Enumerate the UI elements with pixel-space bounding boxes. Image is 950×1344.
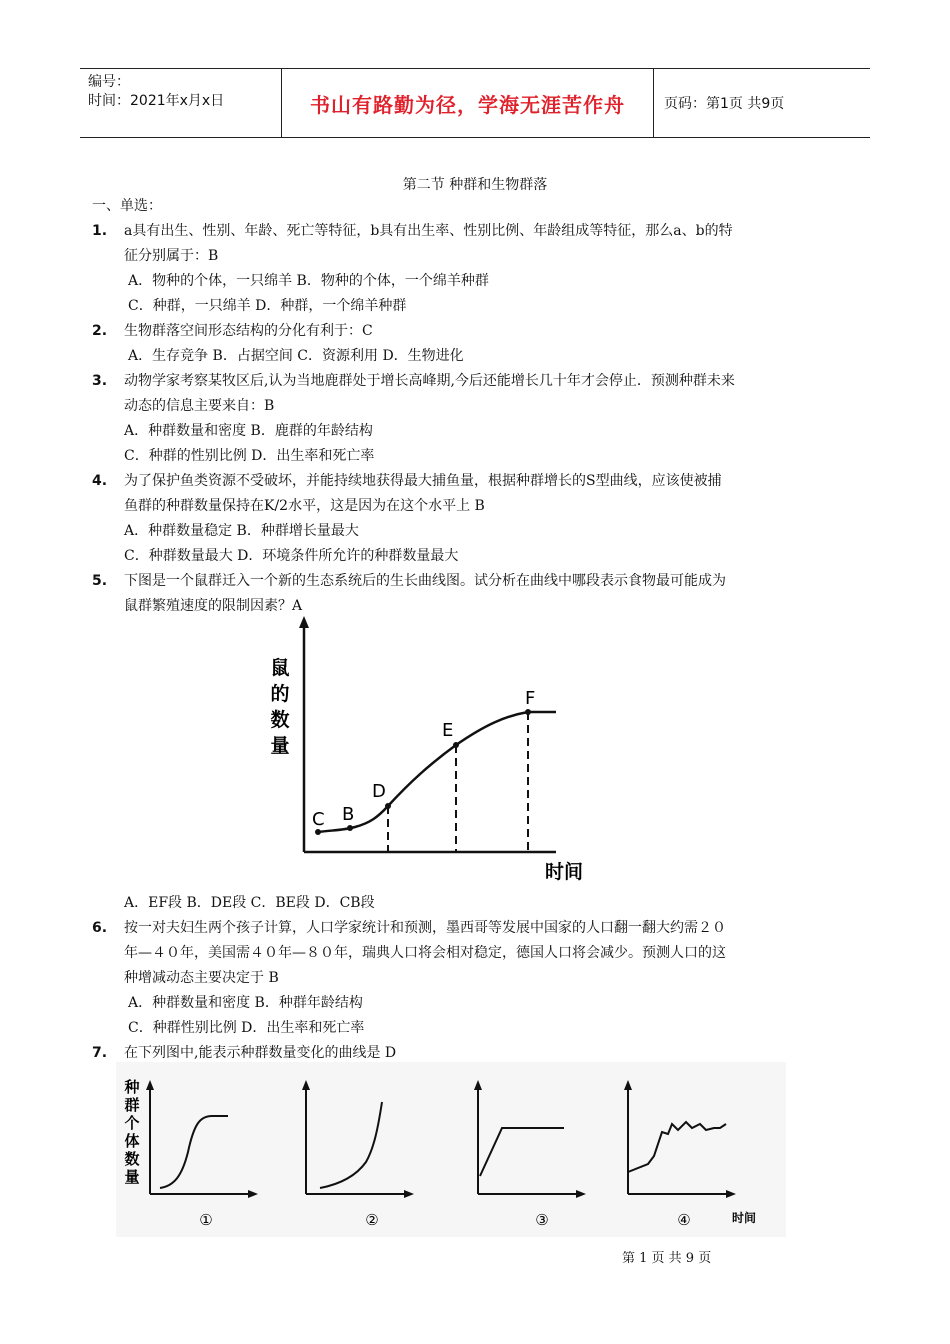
fig2-y-label-1: 种: [124, 1078, 140, 1096]
question-1-line-2: 征分别属于：B: [124, 248, 219, 264]
point-d: [385, 803, 391, 809]
y-label-3: 数: [270, 709, 290, 731]
question-1-line-1: a具有出生、性别、年龄、死亡等特征，b具有出生率、性别比例、年龄组成等特征，那么a、b的特: [124, 223, 733, 239]
question-6-options-1: A．种群数量和密度 B．种群年龄结构: [128, 995, 363, 1011]
question-1-options-1: A．物种的个体，一只绵羊 B．物种的个体，一个绵羊种群: [128, 273, 489, 289]
question-7-line-1: 在下列图中,能表示种群数量变化的曲线是 D: [124, 1045, 397, 1061]
question-5-line-2: 鼠群繁殖速度的限制因素？A: [124, 598, 303, 614]
figure-mouse-growth: [260, 612, 600, 890]
page-title: 第二节 种群和生物群落: [402, 177, 548, 193]
question-3-options-1: A．种群数量和密度 B．鹿群的年龄结构: [124, 423, 373, 439]
question-6-line-2: 年—４０年，美国需４０年—８０年，瑞典人口将会相对稳定，德国人口将会减少。预测人口的这: [124, 945, 726, 961]
figure-population-curves: [116, 1062, 786, 1237]
question-2-line-1: 生物群落空间形态结构的分化有利于：C: [124, 323, 373, 339]
point-e: [453, 742, 459, 748]
fig2-y-label-4: 体: [124, 1132, 140, 1150]
y-label-1: 鼠: [270, 657, 290, 679]
point-f: [525, 709, 531, 715]
page-footer: 第 1 页 共 9 页: [622, 1251, 712, 1266]
question-6-options-2: C．种群性别比例 D．出生率和死亡率: [128, 1020, 365, 1036]
page-info: 页码：第1页 共9页: [664, 96, 785, 112]
question-6-line-1: 按一对夫妇生两个孩子计算，人口学家统计和预测，墨西哥等发展中国家的人口翻一翻大约需２０: [124, 920, 726, 936]
question-3-line-1: 动物学家考察某牧区后,认为当地鹿群处于增长高峰期,今后还能增长几十年才会停止．预测种群未来: [124, 373, 735, 389]
question-1-options-2: C．种群，一只绵羊 D．种群，一个绵羊种群: [128, 298, 407, 314]
panel-1-label: ①: [199, 1211, 213, 1229]
question-1-number: 1.: [92, 223, 108, 239]
question-2-number: 2.: [92, 323, 108, 339]
id-label: 编号：: [88, 74, 130, 90]
question-3-number: 3.: [92, 373, 108, 389]
question-4-options-1: A．种群数量稳定 B．种群增长量最大: [124, 523, 359, 539]
question-4-options-2: C．种群数量最大 D．环境条件所允许的种群数量最大: [124, 548, 459, 564]
fig2-y-label-3: 个: [124, 1114, 140, 1132]
point-b: [347, 825, 353, 831]
y-axis-arrow: [299, 616, 309, 628]
question-4-number: 4.: [92, 473, 108, 489]
y-label-4: 量: [270, 735, 290, 757]
question-4-line-1: 为了保护鱼类资源不受破坏，并能持续地获得最大捕鱼量，根据种群增长的S型曲线，应该使被捕: [124, 473, 722, 489]
panel-3-label: ③: [535, 1211, 549, 1229]
motto: 书山有路勤为径，学海无涯苦作舟: [310, 92, 625, 117]
question-3-options-2: C．种群的性别比例 D．出生率和死亡率: [124, 448, 375, 464]
question-5-line-1: 下图是一个鼠群迁入一个新的生态系统后的生长曲线图。试分析在曲线中哪段表示食物最可能成为: [124, 573, 726, 589]
question-6-number: 6.: [92, 920, 108, 936]
question-6-line-3: 种增减动态主要决定于 B: [124, 970, 279, 986]
x-label: 时间: [544, 861, 584, 883]
question-3-line-2: 动态的信息主要来自：B: [124, 398, 275, 414]
fig2-y-label-2: 群: [124, 1096, 140, 1114]
label-c: C: [312, 809, 325, 830]
fig2-y-label-6: 量: [124, 1168, 140, 1186]
question-5-options-1: A．EF段 B．DE段 C．BE段 D．CB段: [124, 895, 375, 911]
fig2-y-label-5: 数: [124, 1150, 140, 1168]
section-heading: 一、单选：: [92, 198, 162, 214]
panel-4-label: ④: [677, 1211, 691, 1229]
y-label-2: 的: [270, 683, 290, 705]
fig2-x-label: 时间: [731, 1211, 757, 1225]
question-7-number: 7.: [92, 1045, 108, 1061]
date-label: 时间：2021年x月x日: [88, 93, 225, 109]
question-5-number: 5.: [92, 573, 108, 589]
label-b: B: [342, 804, 355, 825]
panel-2-label: ②: [365, 1211, 379, 1229]
header-meta: [80, 69, 282, 137]
label-f: F: [525, 688, 536, 709]
question-4-line-2: 鱼群的种群数量保持在K/2水平，这是因为在这个水平上 B: [124, 498, 485, 514]
label-d: D: [372, 781, 386, 802]
question-2-options-1: A．生存竞争 B．占据空间 C．资源利用 D．生物进化: [128, 348, 464, 364]
header-table: [80, 68, 870, 138]
label-e: E: [442, 720, 454, 741]
header-motto-cell: [282, 69, 654, 137]
